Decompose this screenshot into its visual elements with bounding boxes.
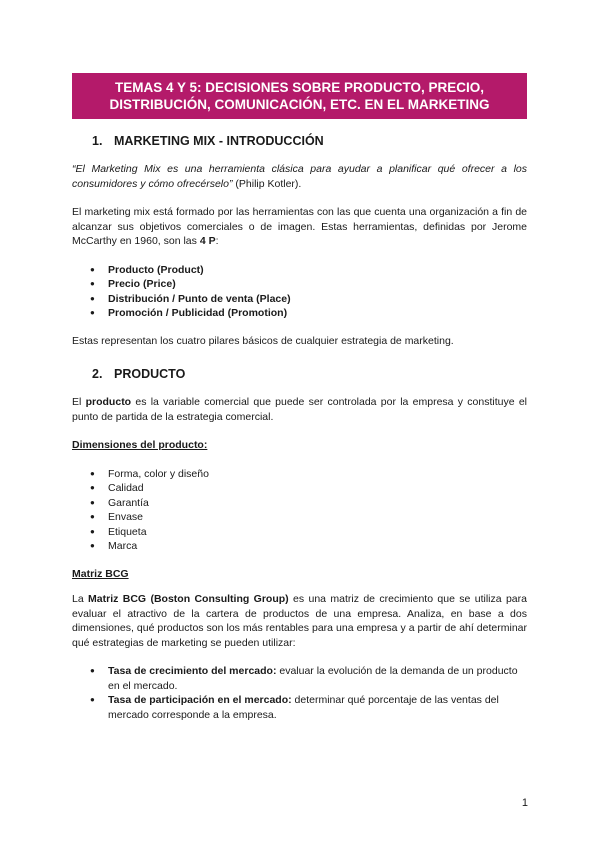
- title-line-1: TEMAS 4 Y 5: DECISIONES SOBRE PRODUCTO, PRECIO,: [114, 80, 485, 95]
- four-p-list: [72, 263, 527, 321]
- kotler-quote: [72, 162, 527, 191]
- bcg-item-label: Tasa de crecimiento del mercado:: [108, 665, 277, 677]
- title-line-2: DISTRIBUCIÓN, COMUNICACIÓN, ETC. EN EL MARKETING: [109, 97, 490, 112]
- bcg-heading: Matriz BCG: [72, 567, 129, 580]
- list-item: [72, 693, 527, 722]
- list-item: ● Calidad: [72, 481, 527, 496]
- bcg-bold: Matriz BCG (Boston Consulting Group): [88, 593, 289, 605]
- mix-intro: [72, 205, 527, 249]
- product-intro-end: es la variable comercial que puede ser controlada por la empresa y constituye el punto de partida de la estrategia comercial.: [72, 396, 527, 423]
- title-banner: [72, 73, 527, 119]
- section-2-title: PRODUCTO: [114, 367, 186, 381]
- list-item: [72, 664, 527, 693]
- section-1-title: MARKETING MIX - INTRODUCCIÓN: [114, 134, 324, 148]
- list-item: ● Forma, color y diseño: [72, 467, 527, 482]
- dimensions-heading: Dimensiones del producto:: [72, 439, 208, 451]
- list-item: ● Envase: [72, 510, 527, 525]
- bcg-list: [72, 664, 527, 722]
- product-intro-text: El: [72, 396, 86, 408]
- dimensions-list: [72, 467, 527, 554]
- bcg-text-start: La: [72, 593, 89, 605]
- section-1-number: 1.: [92, 134, 103, 148]
- bcg-text-end: es una matriz de crecimiento que se utiliza para evaluar el atractivo de la cartera de productos de una empresa. Analiza, en base a dos dimensiones, qué productos son los más rentables para una empresa y a partir de ahí determinar qué estrategias de marketing se pueden utilizar:: [72, 593, 527, 649]
- mix-intro-bold: 4 P: [199, 235, 216, 247]
- list-item: ● Marca: [72, 539, 527, 554]
- bcg-description: [72, 592, 527, 650]
- list-item: ● Precio (Price): [72, 277, 527, 292]
- mix-intro-end: :: [215, 235, 219, 247]
- product-intro: [72, 395, 527, 424]
- mix-intro-text: El marketing mix está formado por las herramientas con las que cuenta una organización a fin de alcanzar sus objetivos comerciales o de imagen. Estas herramientas, definidas por Jerome McCarthy en 1960, son las: [72, 206, 527, 247]
- product-intro-bold: producto: [85, 396, 132, 408]
- document-body: [72, 126, 527, 722]
- bcg-item-text: evaluar la evolución de la demanda de un producto en el mercado.: [108, 665, 518, 692]
- section-2-number: 2.: [92, 367, 103, 381]
- bcg-item-label: Tasa de participación en el mercado:: [108, 694, 292, 706]
- page-number: 1: [521, 797, 528, 809]
- mix-closing: Estas representan los cuatro pilares básicos de cualquier estrategia de marketing.: [72, 334, 454, 347]
- list-item: ● Producto (Product): [72, 263, 527, 278]
- section-1-heading: [72, 132, 527, 150]
- quote-author: (Philip Kotler).: [232, 177, 302, 190]
- list-item: ● Promoción / Publicidad (Promotion): [72, 306, 527, 321]
- list-item: ● Etiqueta: [72, 525, 527, 540]
- list-item: ● Garantía: [72, 496, 527, 511]
- section-2-heading: [72, 365, 527, 383]
- quote-text: “El Marketing Mix es una herramienta clásica para ayudar a planificar qué ofrecer a los consumidores y cómo ofrecérselo”: [72, 163, 527, 190]
- list-item: ● Distribución / Punto de venta (Place): [72, 292, 527, 307]
- bcg-item-text: determinar qué porcentaje de las ventas del mercado corresponde a la empresa.: [108, 694, 499, 721]
